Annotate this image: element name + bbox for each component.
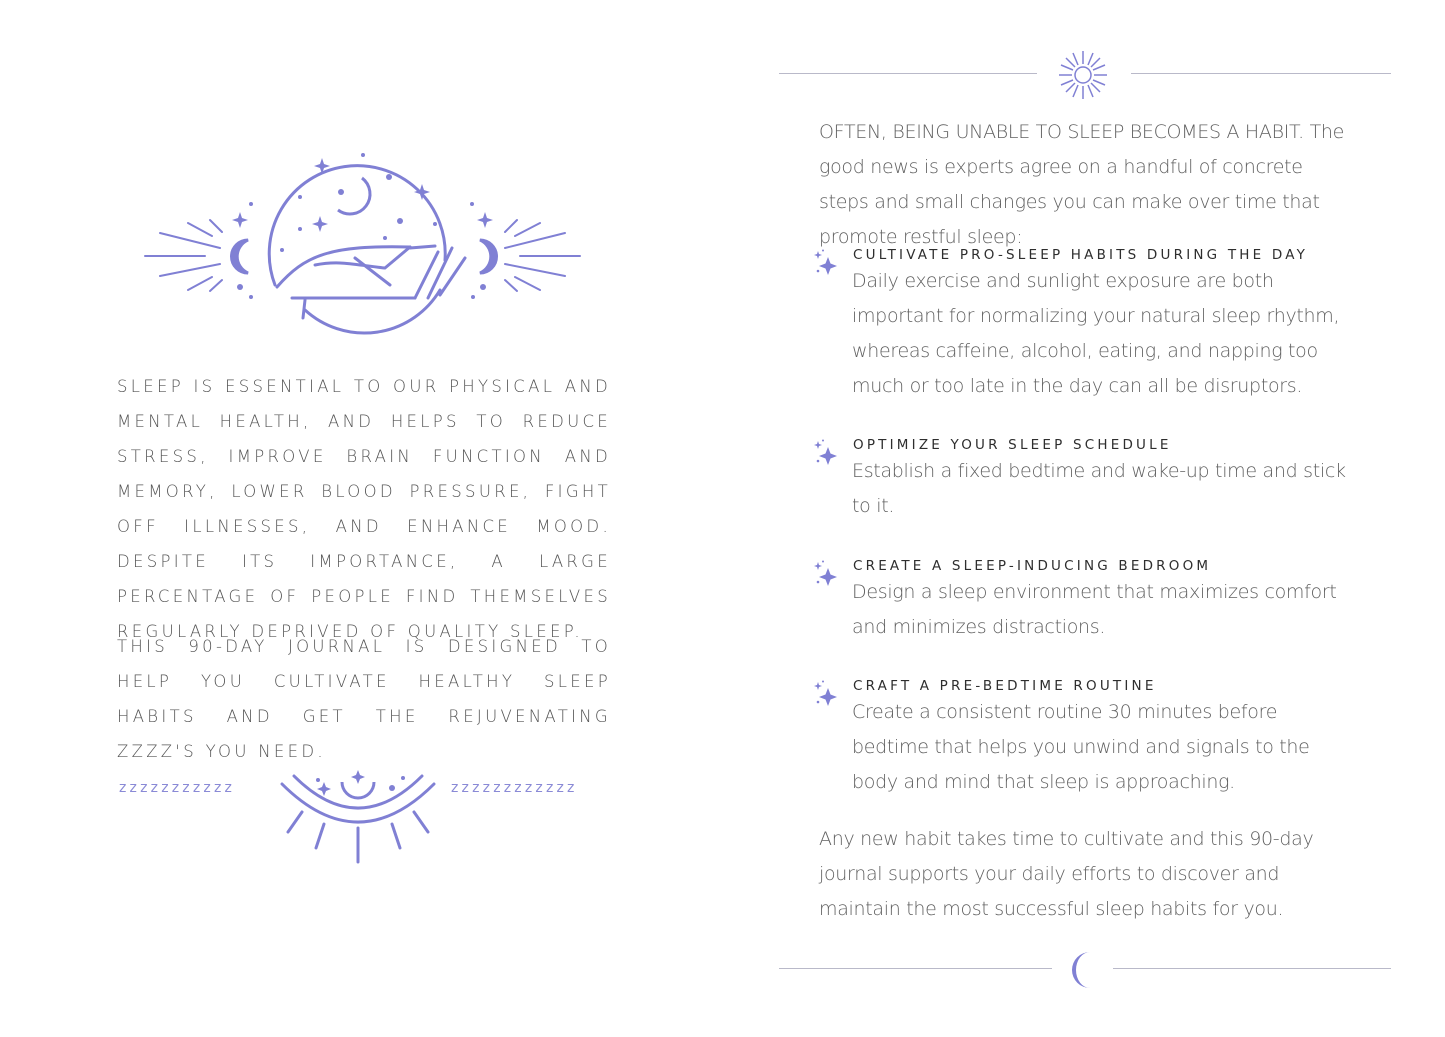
intro-paragraph: SLEEP IS ESSENTIAL TO OUR PHYSICAL AND MENTAL HEALTH, AND HELPS TO REDUCE STRESS, IMPROVE BRAIN FUNCTION AND MEMORY, LOWER BLOOD PRESSURE, FIGHT OFF ILLNESSES, AND ENHANCE MOOD. DESPITE ITS IMPORTANCE, A LARGE PERCENTAGE OF PEOPLE FIND THEMSELVES REGULARLY DEPRIVED OF QUALITY SLEEP. (117, 377, 611, 641)
crescent-moon-icon (1068, 950, 1098, 990)
sparkle-icon (812, 680, 840, 708)
tip-title: CULTIVATE PRO-SLEEP HABITS DURING THE DAY (853, 247, 1309, 263)
intro-text: OFTEN, BEING UNABLE TO SLEEP BECOMES A HABIT. The good news is experts agree on a handful of concrete steps and small changes you can make over time that promote restful sleep: (819, 121, 1345, 248)
bottom-divider-left (779, 968, 1052, 969)
tip-body: Daily exercise and sunlight exposure are both important for normalizing your natural sleep rhythm, whereas caffeine, alcohol, eating, and napping too much or too late in the day can all be disruptors. (852, 270, 1340, 397)
top-divider-right (1131, 73, 1391, 74)
sparkle-icon (812, 560, 840, 588)
tip-body: Establish a fixed bedtime and wake-up time and stick to it. (852, 460, 1346, 517)
tip-title: CREATE A SLEEP-INDUCING BEDROOM (853, 558, 1212, 574)
journal-purpose-paragraph: THIS 90-DAY JOURNAL IS DESIGNED TO HELP YOU CULTIVATE HEALTHY SLEEP HABITS AND GET THE REJUVENATING ZZZZ'S YOU NEED. (117, 637, 611, 761)
closing-text: Any new habit takes time to cultivate and this 90-day journal supports your daily efforts to discover and maintain the most successful sleep habits for you. (819, 828, 1314, 920)
tip-body: Create a consistent routine 30 minutes before bedtime that helps you unwind and signals to the body and mind that sleep is approaching. (852, 701, 1310, 793)
tip-body: Design a sleep environment that maximizes comfort and minimizes distractions. (852, 581, 1337, 638)
top-divider-left (779, 73, 1037, 74)
bottom-divider-right (1113, 968, 1391, 969)
left-page (0, 0, 722, 1037)
tip-title: CRAFT A PRE-BEDTIME ROUTINE (853, 678, 1157, 694)
zzz-decoration-right: zzzzzzzzzzzz (451, 780, 578, 796)
moon-hand-illustration (140, 140, 590, 340)
sparkle-icon (812, 249, 840, 277)
closed-eye-moon-illustration (272, 770, 444, 870)
sparkle-icon (812, 439, 840, 467)
zzz-decoration-left: zzzzzzzzzzz (119, 780, 236, 796)
tip-title: OPTIMIZE YOUR SLEEP SCHEDULE (853, 437, 1172, 453)
sun-icon (1058, 50, 1108, 100)
